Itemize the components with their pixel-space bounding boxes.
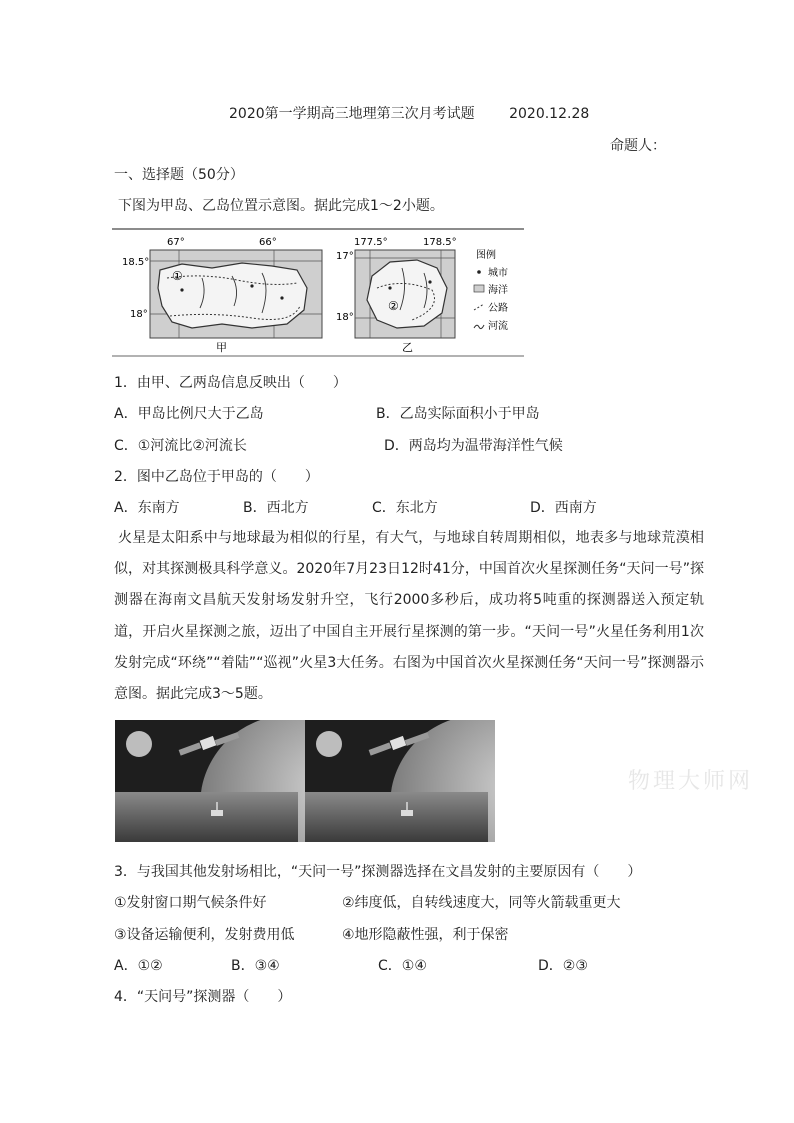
intro-text: 下图为甲岛、乙岛位置示意图。据此完成1～2小题。 xyxy=(118,198,444,214)
map-yi-lon-right: 178.5° xyxy=(423,237,457,248)
map-yi xyxy=(336,237,457,354)
legend-road: 公路 xyxy=(488,303,508,314)
q3-statement-1: ①发射窗口期气候条件好 xyxy=(114,895,267,911)
map-jia-marker: ① xyxy=(172,269,183,283)
q2-option-c: C．东北方 xyxy=(372,500,438,516)
q3-statement-2: ②纬度低，自转线速度大，同等火箭载重更大 xyxy=(342,895,621,911)
map-yi-lat-top: 17° xyxy=(336,251,354,262)
q1-stem: 1．由甲、乙两岛信息反映出（ ） xyxy=(114,375,347,391)
q4-stem: 4．“天问号”探测器（ ） xyxy=(114,989,292,1005)
map-jia-lat-top: 18.5° xyxy=(122,257,150,268)
probe-image-right xyxy=(305,720,495,842)
road-legend-icon xyxy=(474,304,484,310)
exam-title: 2020第一学期高三地理第三次月考试题 xyxy=(229,106,475,122)
q3-option-c: C．①④ xyxy=(378,958,427,974)
author-label: 命题人： xyxy=(610,138,666,154)
q1-option-b: B．乙岛实际面积小于甲岛 xyxy=(376,406,540,422)
map-legend xyxy=(474,248,508,332)
section-heading: 一、选择题（50分） xyxy=(114,167,244,183)
tianwen-probe-figure xyxy=(115,720,495,842)
passage-mars: 火星是太阳系中与地球最为相似的行星，有大气，与地球自转周期相似，地表多与地球荒漠相似，对其探测极具科学意义。2020年7月23日12时41分，中国首次火星探测任务“天问一号”探测器在海南文昌航天发射场发射升空，飞行2000多秒后，成功将5吨重的探测器送入预定轨道，开启火星探测之旅，迈出了中国自主开展行星探测的第一步。“天问一号”火星任务利用1次发射完成“环绕”“着陆”“巡视”火星3大任务。右图为中国首次火星探测任务“天问一号”探测器示意图。据此完成3～5题。 xyxy=(114,530,704,703)
legend-city: 城市 xyxy=(488,268,508,279)
map-yi-lat-bottom: 18° xyxy=(336,312,354,323)
island-yi-shape xyxy=(367,260,447,328)
map-jia-lat-bottom: 18° xyxy=(130,309,148,320)
q2-option-d: D．西南方 xyxy=(530,500,597,516)
q3-statement-4: ④地形隐蔽性强，利于保密 xyxy=(342,927,509,943)
q2-option-b: B．西北方 xyxy=(243,500,309,516)
q2-stem: 2．图中乙岛位于甲岛的（ ） xyxy=(114,469,319,485)
map-yi-label: 乙 xyxy=(402,341,413,354)
q1-option-c: C．①河流比②河流长 xyxy=(114,438,247,454)
river-legend-icon xyxy=(474,325,484,329)
island-maps-figure xyxy=(112,228,532,358)
map-jia-lon-left: 67° xyxy=(167,237,185,248)
earth-icon xyxy=(126,731,152,757)
map-jia-lon-right: 66° xyxy=(259,237,277,248)
q2-option-a: A．东南方 xyxy=(114,500,180,516)
q3-option-d: D．②③ xyxy=(538,958,588,974)
exam-date: 2020.12.28 xyxy=(509,106,590,122)
ocean-legend-icon xyxy=(474,285,484,292)
legend-title: 图例 xyxy=(476,250,496,261)
page-title xyxy=(229,103,589,123)
map-jia-label: 甲 xyxy=(216,341,227,354)
q1-option-d: D．两岛均为温带海洋性气候 xyxy=(384,438,563,454)
city-legend-icon xyxy=(477,270,481,274)
map-yi-lon-left: 177.5° xyxy=(354,237,388,248)
earth-icon xyxy=(316,731,342,757)
legend-river: 河流 xyxy=(488,321,508,332)
q3-stem: 3．与我国其他发射场相比，“天问一号”探测器选择在文昌发射的主要原因有（ ） xyxy=(114,864,642,880)
map-jia xyxy=(122,237,322,354)
q3-statement-3: ③设备运输便利，发射费用低 xyxy=(114,927,295,943)
q1-option-a: A．甲岛比例尺大于乙岛 xyxy=(114,406,264,422)
legend-ocean: 海洋 xyxy=(488,285,508,296)
q3-option-b: B．③④ xyxy=(231,958,280,974)
map-yi-marker: ② xyxy=(388,299,399,313)
watermark: 物理大师网 xyxy=(628,769,754,794)
q3-option-a: A．①② xyxy=(114,958,163,974)
